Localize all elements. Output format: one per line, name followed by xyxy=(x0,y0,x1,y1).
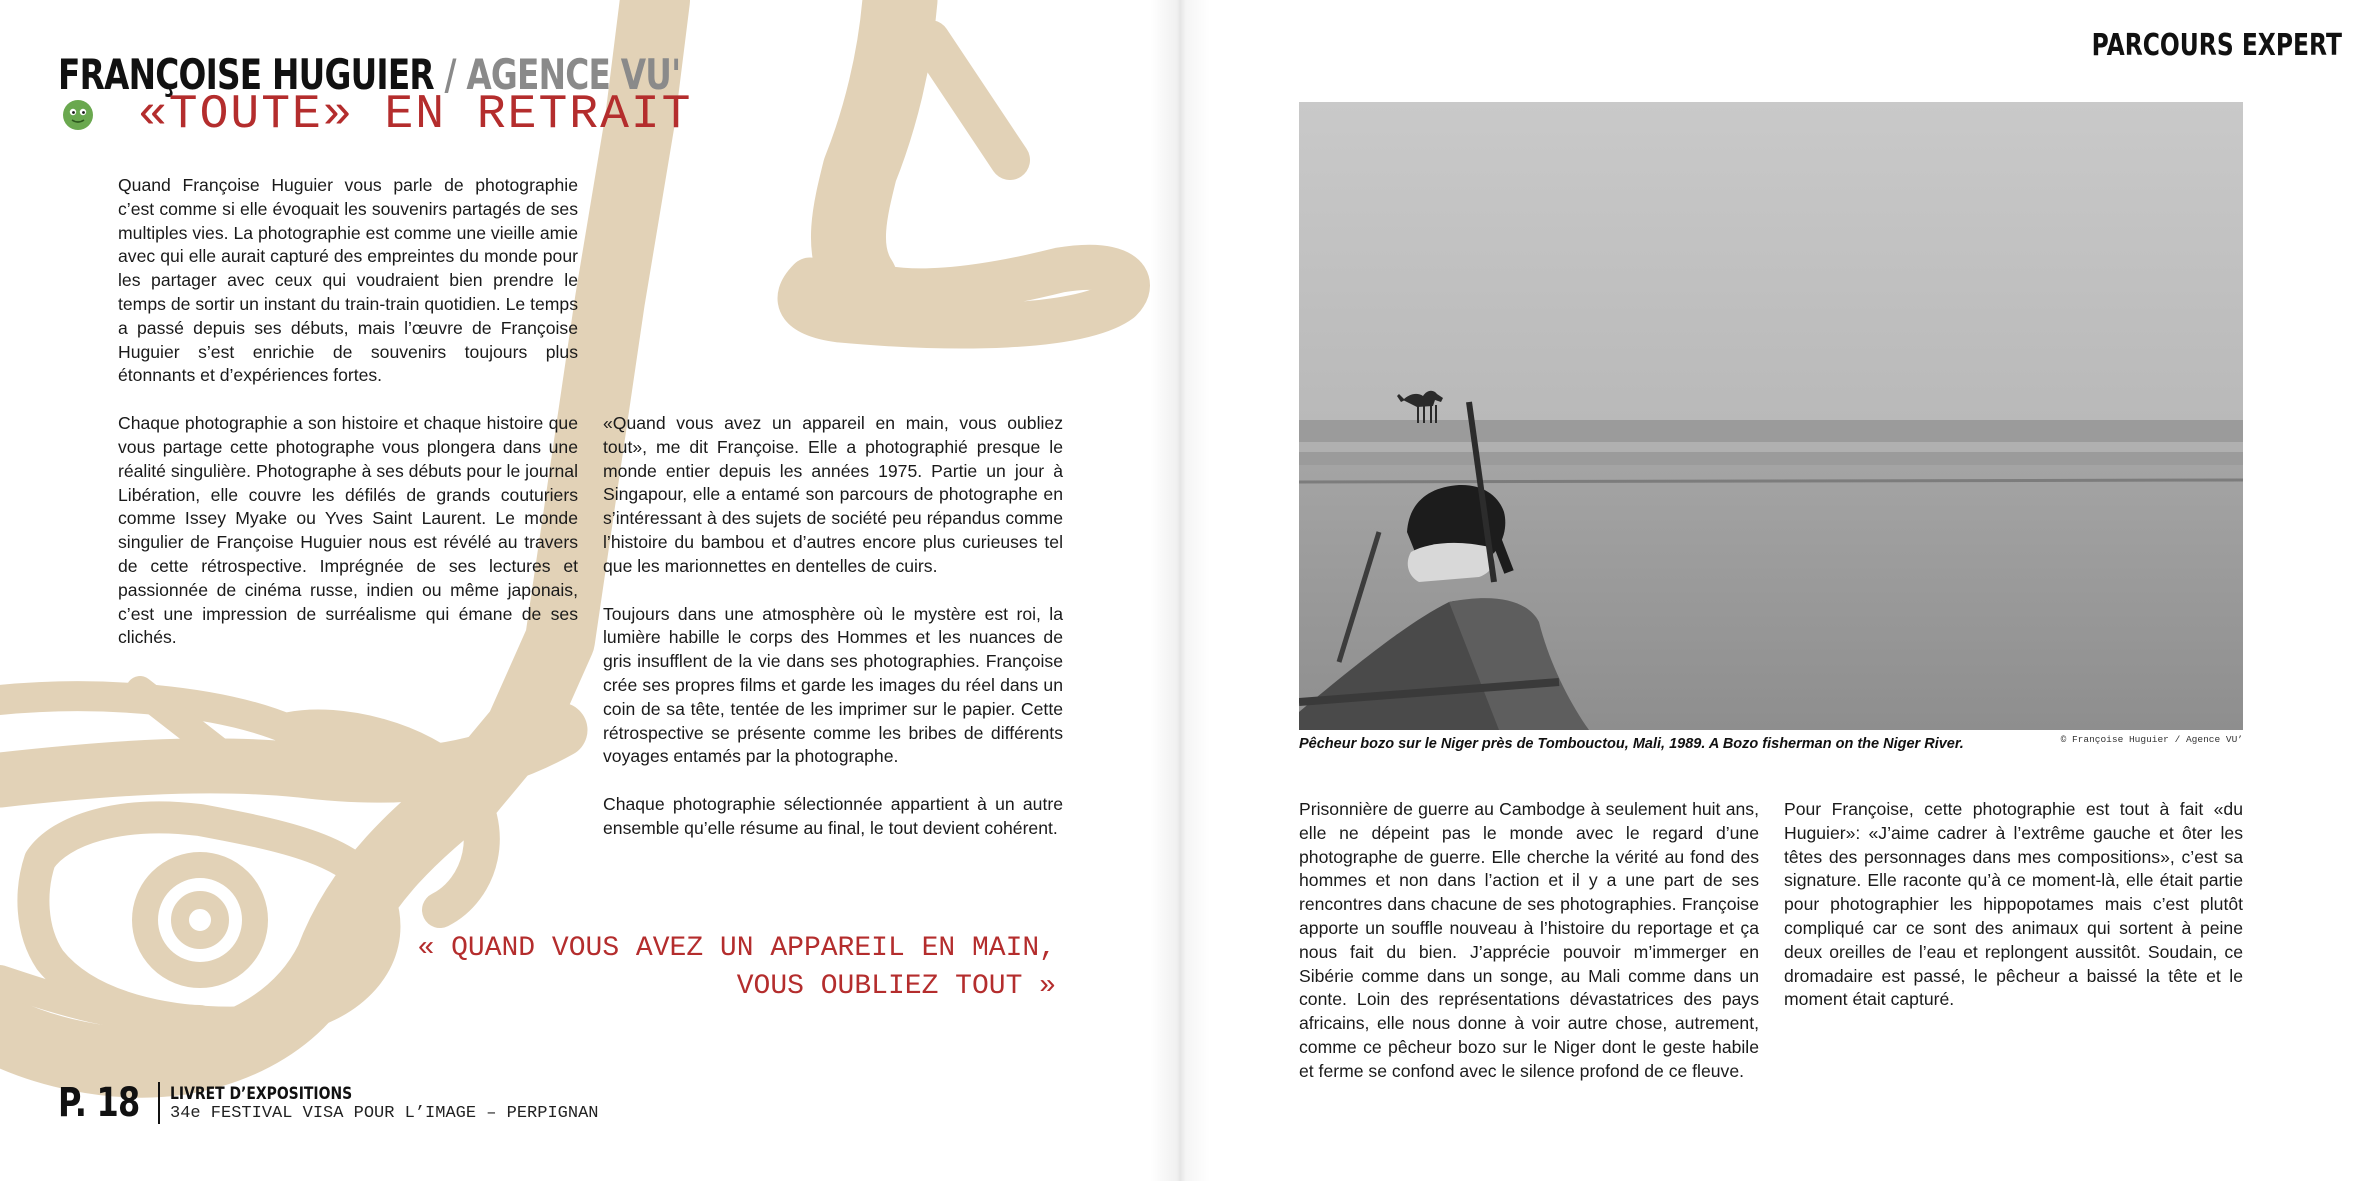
pull-quote-line: VOUS OUBLIEZ TOUT » xyxy=(736,971,1056,1002)
text-column-c xyxy=(1299,798,1759,1108)
paragraph: Quand Françoise Huguier vous parle de photographie c’est comme si elle évoquait les souvenirs partagés de ses multiples vies. La photographie est comme une vieille amie avec qui elle aurait capturé des empreintes du monde pour les partager avec ceux qui voudraient bien prendre le temps de sortir un instant du train-train quotidien. Le temps a passé depuis ses débuts, mais l’œuvre de Françoise Huguier s’est enrichie de souvenirs toujours plus étonnants et d’expériences fortes. xyxy=(118,175,578,386)
pull-quote xyxy=(356,930,1056,1006)
paragraph: Toujours dans une atmosphère où le mystère est roi, la lumière habille le corps des Hommes et les nuances de gris insufflent de la vie dans ses photographies. Françoise crée ses propres films et garde les images du réel dans un coin de sa tête, tentée de les imprimer sur le papier. Cette rétrospective se présente comme les bribes de différents voyages entamés par la photographe. xyxy=(603,603,1063,767)
folio-text xyxy=(170,1084,598,1123)
text-column-d xyxy=(1784,798,2243,1036)
photo-artwork xyxy=(1299,102,2243,730)
right-page xyxy=(1180,0,2362,1181)
photograph xyxy=(1299,102,2243,730)
folio-title: LIVRET D’EXPOSITIONS xyxy=(170,1083,353,1104)
artist-name: FRANÇOISE HUGUIER xyxy=(58,50,434,99)
folio-subtitle: 34e FESTIVAL VISA POUR L’IMAGE – PERPIGNAN xyxy=(170,1103,599,1123)
text-column-b xyxy=(603,412,1063,865)
paragraph: Prisonnière de guerre au Cambodge à seulement huit ans, elle ne dépeint pas le monde avec le regard d’une photographe de guerre. Elle cherche la vérité au fond des hommes et non dans l’action et il y a une part de ses rencontres dans chacune de ses photographies. Françoise apporte un souffle nouveau à l’histoire du reportage et ça nous fait du bien. J’apprécie pouvoir m’immerger en Sibérie comme dans un songe, au Mali comme dans un conte. Loin des représentations dévastatrices des pays africains, elle nous donne à voir autre chose, autrement, comme ce pêcheur bozo sur le Niger dont le geste habile et ferme se confond avec le silence profond de ce fleuve. xyxy=(1299,799,1759,1081)
page-number: P. 18 xyxy=(58,1080,140,1126)
pull-quote-line: « QUAND VOUS AVEZ UN APPAREIL EN MAIN, xyxy=(417,933,1056,964)
section-label: PARCOURS EXPERT xyxy=(2091,28,2342,63)
photo-caption: Pêcheur bozo sur le Niger près de Tombouctou, Mali, 1989. A Bozo fisherman on the Niger River. xyxy=(1299,736,1964,752)
paragraph: Chaque photographie sélectionnée appartient à un autre ensemble qu’elle résume au final, le tout devient cohérent. xyxy=(603,794,1063,838)
text-column-a xyxy=(118,174,578,674)
spine-shadow xyxy=(1150,0,1210,1181)
artist-agency: / AGENCE VU' xyxy=(444,50,681,99)
folio-divider xyxy=(158,1082,160,1124)
paragraph: Chaque photographie a son histoire et chaque histoire que vous partage cette photographe vous plongera dans une réalité singulière. Photographe à ses débuts pour le journal Libération, elle couvre les défilés de grands couturiers comme Issey Myake ou Yves Saint Laurent. Le monde singulier de Françoise Huguier nous est révélé au travers de cette rétrospective. Imprégnée de ses lectures et passionnée de cinéma russe, indien ou même japonais, c’est une impression de surréalisme qui émane de ses clichés. xyxy=(118,413,578,648)
paragraph: Pour Françoise, cette photographie est tout à fait «du Huguier»: «J’aime cadrer à l’extrême gauche et ôter les têtes des personnages dans mes compositions», c’est sa signature. Elle raconte qu’à ce moment-là, elle était partie pour photographier les hippopotames mais c’est plutôt compliqué car ce sont des animaux qui sortent à peine deux oreilles de l’eau et replongent aussitôt. Soudain, ce dromadaire est passé, le pêcheur a baissé la tête et le moment était capturé. xyxy=(1784,799,2243,1010)
photo-credit: © Françoise Huguier / Agence VU’ xyxy=(2060,734,2243,745)
smiley-icon xyxy=(62,99,94,131)
left-page xyxy=(0,0,1180,1181)
folio xyxy=(58,1080,598,1126)
article-title: «TOUTE» EN RETRAIT xyxy=(138,88,693,142)
paragraph: «Quand vous avez un appareil en main, vous oubliez tout», me dit Françoise. Elle a photographié presque le monde entier depuis les années 1975. Partie un jour à Singapour, elle a entamé son parcours de photographe en s’intéressant à des sujets de société peu répandus comme l’histoire du bambou et d’autres encore plus curieuses tel que les marionnettes en dentelles de cuirs. xyxy=(603,413,1063,576)
title-row xyxy=(62,88,692,142)
